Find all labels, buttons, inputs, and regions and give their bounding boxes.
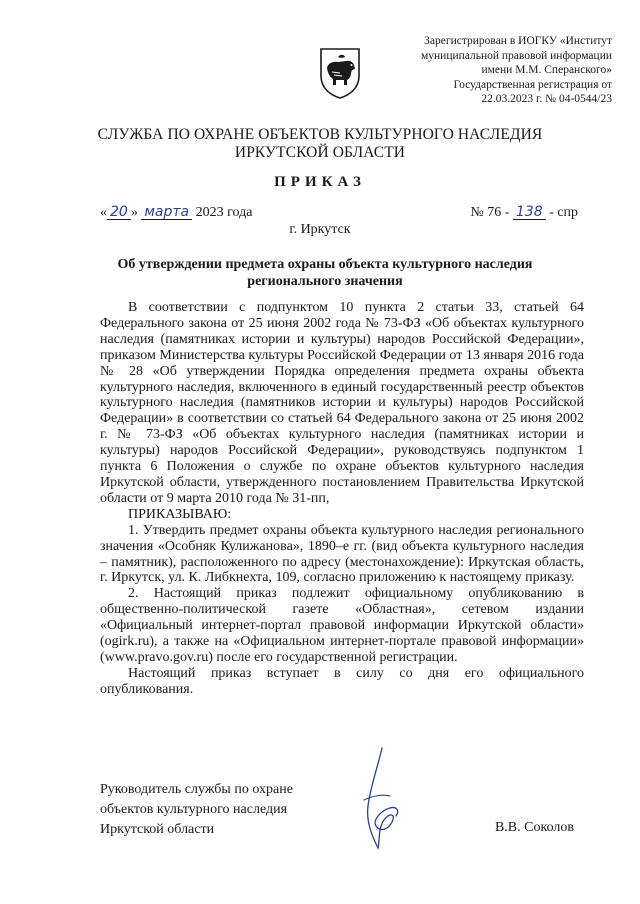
date-quote-close: » <box>130 205 138 220</box>
order-item-2: 2. Настоящий приказ подлежит официальному опубликованию в общественно-политической газете «Областная», сетевом издании «Официальный интернет-портал правовой информации Иркутской области» (ogirk.ru), а также на «Официальном интернет-портале правовой информации» (www.pravo.gov.ru) после его государственной регистрации. <box>100 586 584 665</box>
registration-line-5: 22.03.2023 г. № 04-0544/23 <box>481 93 612 105</box>
agency-name-line-2: ИРКУТСКОЙ ОБЛАСТИ <box>234 144 406 161</box>
order-date <box>100 204 252 222</box>
date-year: 2023 года <box>195 205 253 220</box>
registration-stamp <box>382 34 612 107</box>
order-number <box>470 204 578 222</box>
handwritten-number: 138 <box>513 205 546 220</box>
order-number-prefix: № 76 - <box>470 205 510 220</box>
registration-line-3: имени М.М. Сперанского» <box>481 64 612 76</box>
order-word: ПРИКАЗЫВАЮ: <box>128 506 232 522</box>
signer-name: В.В. Соколов <box>494 820 574 835</box>
registration-line-4: Государственная регистрация от <box>453 78 612 91</box>
handwritten-month: марта <box>141 205 192 220</box>
order-body <box>100 300 584 698</box>
coat-of-arms-icon <box>318 46 362 100</box>
registration-line-1: Зарегистрирован в ИОГКУ «Институт <box>424 35 612 47</box>
signer-title-line-2: объектов культурного наследия <box>100 802 288 817</box>
effect-paragraph: Настоящий приказ вступает в силу со дня его официального опубликования. <box>100 665 584 697</box>
order-subject-line-1: Об утверждении предмета охраны объекта культурного наследия <box>117 257 533 272</box>
date-quote-open: « <box>100 205 107 220</box>
signer-title <box>100 780 293 840</box>
order-number-suffix: - спр <box>549 205 578 220</box>
agency-name <box>0 126 640 162</box>
preamble-paragraph: В соответствии с подпунктом 10 пункта 2 статьи 33, статьей 64 Федерального закона от 25 июня 2002 года № 73-ФЗ «Об объектах культурного наследия (памятниках истории и культуры) народов Российской Федерации», приказом Министерства культуры Российской Федерации от 13 января 2016 года № 28 «Об утверждении Порядка определения предмета охраны объекта культурного наследия, включенного в единый государственный реестр объектов культурного наследия (памятников истории и культуры) народов Российской Федерации» в соответствии со статьей 64 Федерального закона от 25 июня 2002 г. № 73-ФЗ «Об объектах культурного наследия (памятниках истории и культуры) народов Российской Федерации», руководствуясь подпунктом 1 пункта 6 Положения о службе по охране объектов культурного наследия Иркутской области, утвержденного постановлением Правительства Иркутской области от 9 марта 2010 года № 31-пп, <box>100 300 584 506</box>
order-subject <box>110 256 540 290</box>
order-title: ПРИКАЗ <box>274 174 366 190</box>
agency-name-line-1: СЛУЖБА ПО ОХРАНЕ ОБЪЕКТОВ КУЛЬТУРНОГО НАСЛЕДИЯ <box>97 126 543 143</box>
registration-line-2: муниципальной правовой информации <box>420 49 612 62</box>
signer-title-line-1: Руководитель службы по охране <box>100 782 293 797</box>
order-city: г. Иркутск <box>289 222 351 237</box>
handwritten-day: 20 <box>107 205 131 220</box>
order-subject-line-2: регионального значения <box>247 274 403 289</box>
handwritten-signature <box>338 744 414 854</box>
signer-title-line-3: Иркутской области <box>100 822 215 837</box>
order-item-1: 1. Утвердить предмет охраны объекта культурного наследия регионального значения «Особняк Кулижанова», 1890–е гг. (вид объекта культурного наследия – памятник), расположенного по адресу (местонахождение): Иркутская область, г. Иркутск, ул. К. Либкнехта, 109, согласно приложению к настоящему приказу. <box>100 522 584 586</box>
